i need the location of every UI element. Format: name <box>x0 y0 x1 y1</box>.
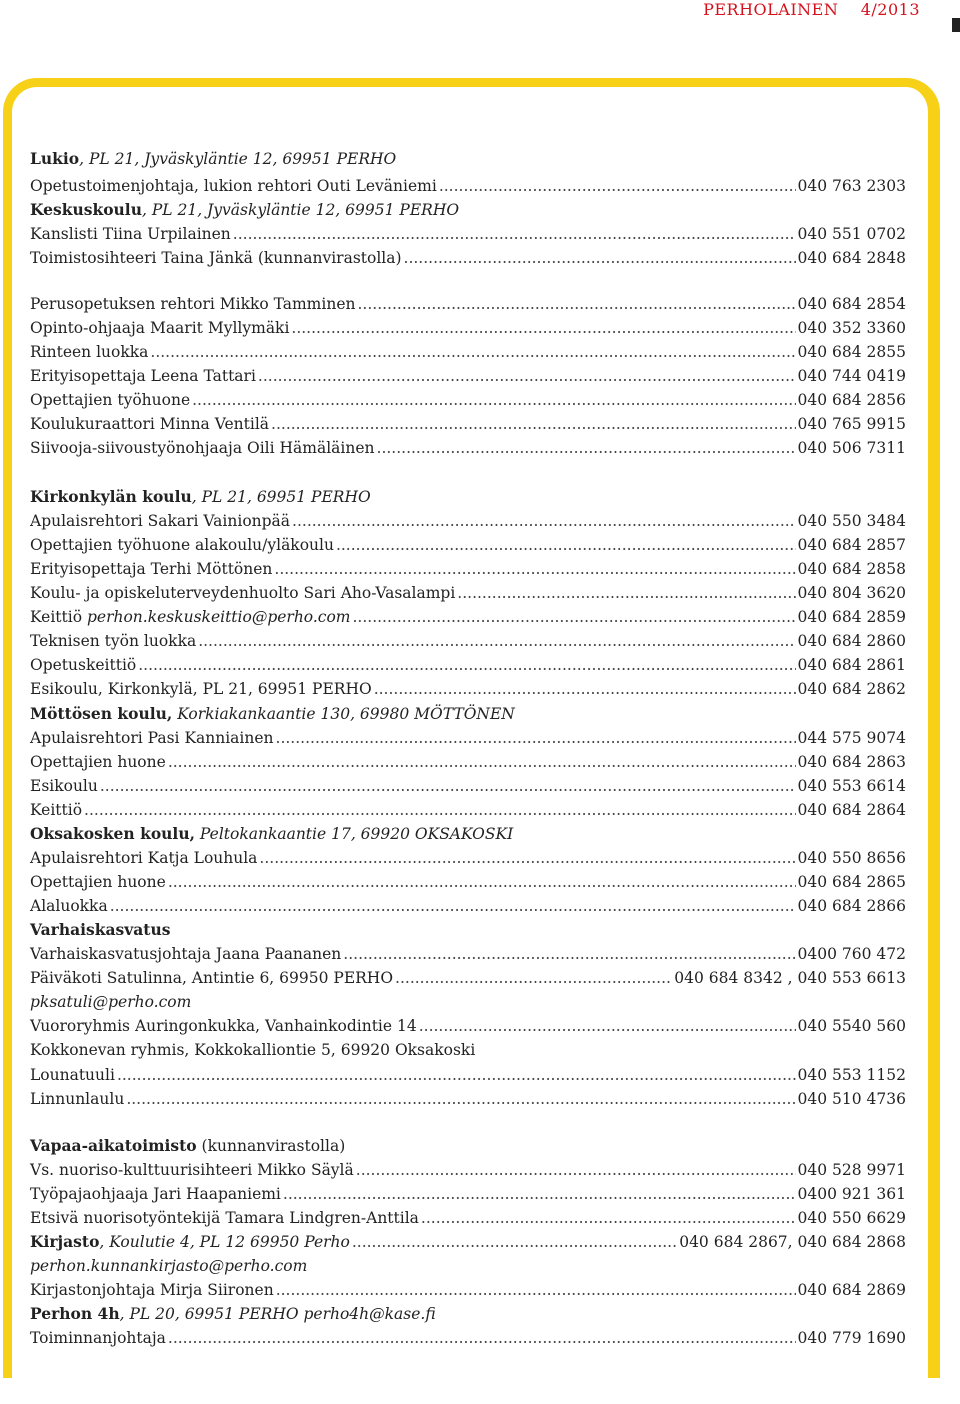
directory-row <box>30 1038 906 1062</box>
dot-leader <box>377 436 796 460</box>
issue-number: 4/2013 <box>860 0 920 19</box>
dot-leader <box>117 1063 796 1087</box>
entry-text: , PL 21, 69951 PERHO <box>191 488 371 506</box>
phone-number: 040 684 8342 , 040 553 6613 <box>674 969 906 987</box>
directory-row <box>30 174 906 198</box>
entry-label <box>30 774 98 798</box>
entry-text: Toimistosihteeri Taina Jänkä (kunnanvirastolla) <box>30 249 402 267</box>
entry-text: Varhaiskasvatus <box>30 920 171 939</box>
entry-label <box>30 388 190 412</box>
dot-leader <box>457 581 795 605</box>
entry-text: Korkiakankaantie 130, 69980 MÖTTÖNEN <box>172 705 515 723</box>
directory-row <box>30 653 906 677</box>
phone-number: 040 684 2863 <box>797 753 906 771</box>
entry-text: Oksakosken koulu, <box>30 824 195 843</box>
directory-row <box>30 1014 906 1038</box>
directory-row <box>30 774 906 798</box>
phone-number: 040 528 9971 <box>797 1161 906 1179</box>
entry-label <box>30 966 393 990</box>
entry-label <box>30 1038 475 1062</box>
dot-leader <box>283 1182 796 1206</box>
dot-leader <box>233 222 796 246</box>
entry-label <box>30 557 272 581</box>
directory-row <box>30 292 906 316</box>
directory-row <box>30 1063 906 1087</box>
directory-row <box>30 726 906 750</box>
dot-leader <box>374 677 796 701</box>
phone-number: 040 550 6629 <box>797 1209 906 1227</box>
entry-text: , PL 21, Jyväskyläntie 12, 69951 PERHO <box>79 150 397 168</box>
directory-row <box>30 990 906 1014</box>
entry-label <box>30 1230 350 1254</box>
dot-leader <box>126 1087 795 1111</box>
entry-label <box>30 605 351 629</box>
directory-row <box>30 870 906 894</box>
dot-leader <box>198 629 795 653</box>
entry-label <box>30 990 191 1014</box>
entry-label <box>30 1087 124 1111</box>
directory-row <box>30 246 906 270</box>
directory-row <box>30 798 906 822</box>
header-rule <box>952 18 960 32</box>
entry-text: , PL 20, 69951 PERHO perho4h@kase.fi <box>119 1305 436 1323</box>
phone-number: 040 684 2867, 040 684 2868 <box>679 1233 906 1251</box>
entry-text: Kirkonkylän koulu <box>30 487 192 506</box>
entry-text: Siivooja-siivoustyönohjaaja Oili Hämäläinen <box>30 439 375 457</box>
directory-row <box>30 750 906 774</box>
phone-number: 044 575 9074 <box>797 729 906 747</box>
directory-row <box>30 966 906 990</box>
directory-row <box>30 557 906 581</box>
phone-number: 040 684 2869 <box>797 1281 906 1299</box>
phone-number: 040 779 1690 <box>797 1329 906 1347</box>
entry-text: (kunnanvirastolla) <box>196 1137 346 1155</box>
entry-label <box>30 412 269 436</box>
entry-text: Koulukuraattori Minna Ventilä <box>30 415 270 433</box>
dot-leader <box>271 412 795 436</box>
phone-number: 040 550 8656 <box>797 849 906 867</box>
directory-row <box>30 1182 906 1206</box>
phone-number: 040 553 6614 <box>797 777 906 795</box>
entry-text: Opinto-ohjaaja Maarit Myllymäki <box>30 319 290 337</box>
entry-label <box>30 798 82 822</box>
directory-row <box>30 509 906 533</box>
phone-number: 040 684 2859 <box>797 608 906 626</box>
entry-text: Vuororyhmis Auringonkukka, Vanhainkodintie 14 <box>30 1017 417 1035</box>
directory-row <box>30 1158 906 1182</box>
entry-text: Teknisen työn luokka <box>30 632 197 650</box>
entry-label <box>30 246 402 270</box>
entry-text: Perhon 4h <box>30 1304 120 1323</box>
entry-text: Alaluokka <box>30 897 108 915</box>
dot-leader <box>395 966 672 990</box>
entry-text: Apulaisrehtori Katja Louhula <box>30 849 258 867</box>
entry-text: Kirjastonjohtaja Mirja Siironen <box>30 1281 274 1299</box>
entry-text: Koulu- ja opiskeluterveydenhuolto Sari Aho-Vasalampi <box>30 584 456 602</box>
entry-text: Esikoulu <box>30 777 98 795</box>
phone-number: 040 804 3620 <box>797 584 906 602</box>
dot-leader <box>138 653 795 677</box>
entry-label <box>30 918 170 942</box>
entry-text: Päiväkoti Satulinna, Antintie 6, 69950 PERHO <box>30 969 394 987</box>
entry-label <box>30 1158 354 1182</box>
entry-text: Keittiö <box>30 608 87 626</box>
dot-leader <box>419 1014 796 1038</box>
directory-row <box>30 1206 906 1230</box>
entry-label <box>30 1278 274 1302</box>
entry-text: Möttösen koulu, <box>30 704 173 723</box>
dot-leader <box>259 846 795 870</box>
entry-text: Perusopetuksen rehtori Mikko Tamminen <box>30 295 356 313</box>
phone-number: 040 684 2862 <box>797 680 906 698</box>
entry-label <box>30 485 371 509</box>
entry-text: Etsivä nuorisotyöntekijä Tamara Lindgren-Anttila <box>30 1209 419 1227</box>
directory-row <box>30 918 906 942</box>
entry-text: Vs. nuoriso-kulttuurisihteeri Mikko Säylä <box>30 1161 354 1179</box>
directory-row <box>30 677 906 701</box>
entry-text: Opettajien huone <box>30 873 166 891</box>
entry-text: Keittiö <box>30 801 83 819</box>
entry-text: , PL 21, Jyväskyläntie 12, 69951 PERHO <box>141 201 460 219</box>
dot-leader <box>100 774 796 798</box>
entry-label <box>30 822 513 846</box>
entry-label <box>30 436 375 460</box>
phone-number: 0400 760 472 <box>797 945 906 963</box>
entry-label <box>30 846 257 870</box>
entry-text: , Koulutie 4, PL 12 69950 Perho <box>99 1233 350 1251</box>
entry-text: Esikoulu, Kirkonkylä, PL 21, 69951 PERHO <box>30 680 372 698</box>
dot-leader <box>110 894 796 918</box>
entry-label <box>30 653 136 677</box>
entry-text: Apulaisrehtori Sakari Vainionpää <box>30 512 291 530</box>
phone-number: 040 765 9915 <box>797 415 906 433</box>
dot-leader <box>353 605 796 629</box>
directory-row <box>30 222 906 246</box>
directory-row <box>30 340 906 364</box>
entry-label <box>30 1182 281 1206</box>
entry-text: perhon.keskuskeittio@perho.com <box>86 608 351 626</box>
dot-leader <box>276 726 796 750</box>
entry-label <box>30 629 196 653</box>
entry-label <box>30 222 231 246</box>
entry-label <box>30 1134 345 1158</box>
entry-text: Linnunlaulu <box>30 1090 125 1108</box>
entry-label <box>30 1063 115 1087</box>
entry-label <box>30 750 166 774</box>
entry-label <box>30 1014 417 1038</box>
entry-label <box>30 581 455 605</box>
phone-number: 040 684 2855 <box>797 343 906 361</box>
directory-row <box>30 629 906 653</box>
phone-number: 040 551 0702 <box>797 225 906 243</box>
dot-leader <box>439 174 796 198</box>
directory-row <box>30 846 906 870</box>
entry-text: Opettajien huone <box>30 753 166 771</box>
dot-leader <box>168 750 796 774</box>
phone-number: 040 352 3360 <box>797 319 906 337</box>
entry-label <box>30 1326 166 1350</box>
entry-label <box>30 1206 419 1230</box>
dot-leader <box>421 1206 796 1230</box>
entry-text: Erityisopettaja Terhi Möttönen <box>30 560 273 578</box>
directory-row <box>30 198 906 222</box>
entry-label <box>30 1254 307 1278</box>
entry-text: Toiminnanjohtaja <box>30 1329 166 1347</box>
entry-text: Lukio <box>30 149 80 168</box>
directory-row <box>30 533 906 557</box>
directory-row <box>30 822 906 846</box>
phone-number: 040 684 2856 <box>797 391 906 409</box>
directory-row <box>30 894 906 918</box>
phone-number: 040 684 2864 <box>797 801 906 819</box>
entry-label <box>30 1302 436 1326</box>
entry-text: Apulaisrehtori Pasi Kanniainen <box>30 729 274 747</box>
entry-label <box>30 894 108 918</box>
entry-text: Erityisopettaja Leena Tattari <box>30 367 256 385</box>
phone-number: 040 684 2854 <box>797 295 906 313</box>
entry-text: Opetuskeittiö <box>30 656 137 674</box>
entry-label <box>30 726 274 750</box>
dot-leader <box>168 1326 796 1350</box>
phone-number: 040 684 2866 <box>797 897 906 915</box>
phone-number: 040 506 7311 <box>797 439 906 457</box>
entry-label <box>30 316 289 340</box>
phone-number: 040 684 2857 <box>797 536 906 554</box>
dot-leader <box>258 364 796 388</box>
directory-row <box>30 412 906 436</box>
dot-leader <box>404 246 796 270</box>
entry-label <box>30 198 459 222</box>
phone-number: 0400 921 361 <box>797 1185 906 1203</box>
dot-leader <box>274 557 795 581</box>
dot-leader <box>336 533 796 557</box>
entry-text: Varhaiskasvatusjohtaja Jaana Paananen <box>30 945 342 963</box>
dot-leader <box>84 798 795 822</box>
phone-number: 040 684 2861 <box>797 656 906 674</box>
entry-text: Rinteen luokka <box>30 343 149 361</box>
directory-row <box>30 942 906 966</box>
entry-text: Kanslisti Tiina Urpilainen <box>30 225 231 243</box>
dot-leader <box>291 316 795 340</box>
directory-row <box>30 485 906 509</box>
directory-row <box>30 1302 906 1326</box>
entry-text: Opetustoimenjohtaja, lukion rehtori Outi Leväniemi <box>30 177 437 195</box>
phone-number: 040 763 2303 <box>797 177 906 195</box>
entry-label <box>30 340 148 364</box>
directory-row <box>30 1134 906 1158</box>
entry-label <box>30 364 256 388</box>
phone-number: 040 684 2865 <box>797 873 906 891</box>
phone-number: 040 553 1152 <box>797 1066 906 1084</box>
dot-leader <box>343 942 795 966</box>
directory-row <box>30 388 906 412</box>
phone-number: 040 684 2848 <box>797 249 906 267</box>
entry-text: Opettajien työhuone <box>30 391 191 409</box>
entry-text: Lounatuuli <box>30 1066 115 1084</box>
dot-leader <box>150 340 795 364</box>
entry-label <box>30 147 396 171</box>
publication-name: PERHOLAINEN <box>703 0 839 19</box>
dot-leader <box>292 509 795 533</box>
entry-label <box>30 509 290 533</box>
phone-number: 040 510 4736 <box>797 1090 906 1108</box>
entry-text: Opettajien työhuone alakoulu/yläkoulu <box>30 536 334 554</box>
entry-label <box>30 533 334 557</box>
entry-text: Keskuskoulu <box>30 200 142 219</box>
phone-number: 040 684 2858 <box>797 560 906 578</box>
directory-row <box>30 702 906 726</box>
directory-row <box>30 147 906 171</box>
phone-number: 040 744 0419 <box>797 367 906 385</box>
entry-text: pksatuli@perho.com <box>30 993 192 1011</box>
entry-label <box>30 174 437 198</box>
entry-label <box>30 942 341 966</box>
page-header <box>703 0 920 20</box>
phone-number: 040 5540 560 <box>797 1017 906 1035</box>
entry-label <box>30 702 515 726</box>
directory-row <box>30 1087 906 1111</box>
entry-text: Kirjasto <box>30 1232 100 1251</box>
entry-text: Työpajaohjaaja Jari Haapaniemi <box>30 1185 281 1203</box>
dot-leader <box>276 1278 796 1302</box>
directory-row <box>30 364 906 388</box>
phone-number: 040 550 3484 <box>797 512 906 530</box>
dot-leader <box>192 388 795 412</box>
dot-leader <box>357 292 795 316</box>
directory-row <box>30 316 906 340</box>
directory-row <box>30 436 906 460</box>
directory-row <box>30 1326 906 1350</box>
entry-text: Kokkonevan ryhmis, Kokkokalliontie 5, 69920 Oksakoski <box>30 1041 476 1059</box>
phone-number: 040 684 2860 <box>797 632 906 650</box>
directory-row <box>30 1278 906 1302</box>
dot-leader <box>168 870 796 894</box>
entry-label <box>30 870 166 894</box>
directory-row <box>30 605 906 629</box>
entry-label <box>30 677 372 701</box>
directory-row <box>30 1230 906 1254</box>
entry-label <box>30 292 355 316</box>
dot-leader <box>356 1158 796 1182</box>
dot-leader <box>352 1230 677 1254</box>
directory-row <box>30 581 906 605</box>
entry-text: Vapaa-aikatoimisto <box>30 1136 197 1155</box>
directory-row <box>30 1254 906 1278</box>
entry-text: perhon.kunnankirjasto@perho.com <box>30 1257 308 1275</box>
entry-text: Peltokankaantie 17, 69920 OKSAKOSKI <box>194 825 514 843</box>
